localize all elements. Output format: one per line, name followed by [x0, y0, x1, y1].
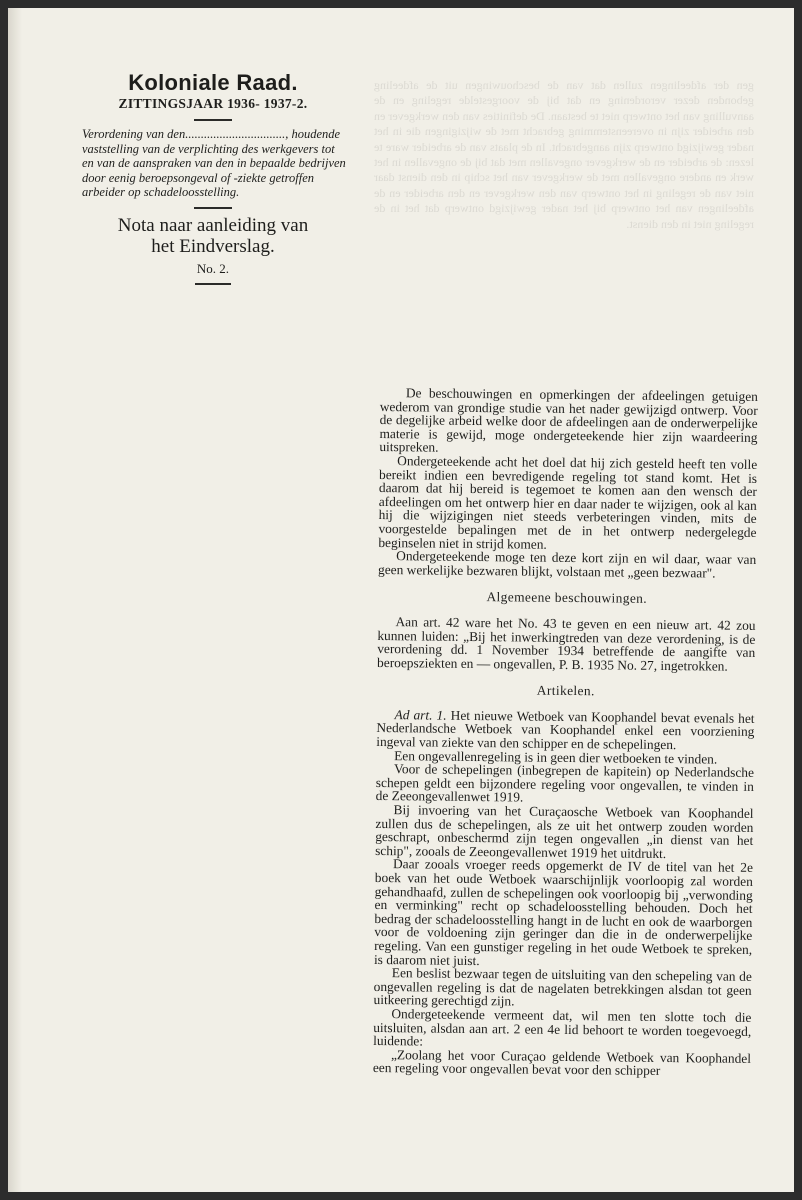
body-text	[373, 386, 758, 1079]
page-fold-shadow	[8, 8, 22, 1192]
council-title: Koloniale Raad.	[128, 70, 298, 95]
paragraph: Een beslist bezwaar tegen de uitsluiting van den schepeling van de ongevallen regeling is dat de nagelaten betrekkingen alsdan tot geen uitkeering gerechtigd zijn.	[373, 965, 752, 1009]
article-reference: Ad art. 1.	[394, 707, 447, 723]
paragraph: Een ongevallenregeling is in geen dier wetboeken te vinden.	[394, 747, 718, 767]
divider	[195, 283, 231, 285]
paragraph: De beschouwingen en opmerkingen der afdeelingen getuigen wederom van grondige studie van het nader gewijzigd ontwerp. Voor de degelijke arbeid welke door de afdeelingen aan de onderwerpelijke materie is gewijd, moge ondergeteekende hier zijn waardeering uitspreken.	[379, 385, 758, 455]
paragraph: Ondergeteekende acht het doel dat hij zich gesteld heeft ten volle bereikt indien een bevredigende regeling tot stand komt. Het is daarom dat hij bereid is tegemoet te komen aan den wensch der afdeelingen om het ontwerp hier en daar nader te wijzigen, ook al kan hij die wijzigingen niet steeds verbeteringen vinden, mits de voorgestelde bepalingen met de in het ontwerp nedergelegde beginselen niet in strijd komen.	[378, 453, 758, 552]
section-heading: Artikelen.	[536, 682, 595, 699]
bleed-through-text: gen der afdeelingen zullen dat van de beschouwingen uit de afdeeling gebonden dezer verordening en dat bij de voorgestelde regeling en de aanvulling van het ontwerp niet te bestaan. De definities van den werkgever en den arbeider zijn in overeenstemming gebracht met de wijzigingen die in het nader gewijzigd ontwerp zijn aangebracht. In de plaats van de arbeider ware te lezen: de arbeider en de werkgever ongevallen met dat bij de ongevallen in het werk en andere ongevallen met de werkgever van het schip in den dienst daar niet van de regeling in het ontwerp van den werkgever en den arbeider en de afdeelingen van het ontwerp bij het nader gewijzigd ontwerp dat het in de regeling niet in den dienst.	[374, 78, 754, 231]
document-number: No. 2.	[196, 260, 230, 276]
nota-title	[80, 215, 346, 257]
title-block	[80, 70, 346, 285]
divider	[194, 119, 232, 121]
paragraph: Voor de schepelingen (inbegrepen de kapitein) op Nederlandsche schepen geldt een bijzondere regeling voor ongevallen, te vinden in de Zeeongevallenwet 1919.	[375, 761, 755, 805]
session-year: ZITTINGSJAAR 1936- 1937-2.	[118, 96, 308, 111]
nota-title-line: Nota naar aanleiding van	[117, 214, 309, 236]
paragraph: Bij invoering van het Curaçaosche Wetboek van Koophandel zullen dus de schepelingen, als ze uit het ontwerp zouden worden geschrapt, onbeschermd zijn tegen ongevallen „in dienst van het schip", zooals de Zeeongevallenwet 1919 het uitdrukt.	[375, 802, 754, 861]
paragraph: Daar zooals vroeger reeds opgemerkt de IV de titel van het 2e boek van het oude Wetboek waarschijnlijk voorloopig zal worden gehandhaafd, zullen de schepelingen ook voorloopig bij „verwonding en verminking" recht op schadeloosstelling behouden. Doch het bedrag der schadeloosstelling hangt in de lucht en ook de waarborgen voor de voldoening zijn geringer dan die in de onderwerpelijke regeling. Van een gunstiger regeling in het oude Wetboek te spreken, is daarom niet juist.	[373, 856, 754, 968]
document-page	[8, 8, 794, 1192]
nota-title-line: het Eindverslag.	[151, 235, 275, 257]
section-heading: Algemeene beschouwingen.	[486, 589, 648, 607]
article-text: Het nieuwe Wetboek van Koophandel bevat evenals het Nederlandsche Wetboek van Koophandel enkel een voorziening ingeval van ziekte van den schipper en de schepelingen.	[376, 707, 755, 753]
paragraph: „Zoolang het voor Curaçao geldende Wetboek van Koophandel een regeling voor ongevallen bevat voor den schipper	[372, 1046, 752, 1079]
paragraph: Ondergeteekende moge ten deze kort zijn en wil daar, waar van geen werkelijke bezwaren blijkt, volstaan met „geen bezwaar".	[378, 548, 757, 581]
paragraph	[376, 708, 754, 753]
paragraph: Aan art. 42 ware het No. 43 te geven en een nieuw art. 42 zou kunnen luiden: „Bij het inwerkingtreden van deze verordening, is de verordening dd. 1 November 1934 betreffende de aangifte van beroepsziekten en — ongevallen, P. B. 1935 No. 27, ingetrokken.	[377, 614, 756, 674]
paragraph: Ondergeteekende vermeent dat, wil men ten slotte toch die uitsluiten, alsdan aan art. 2 een 4e lid behoort te worden toegevoegd, luidende:	[373, 1006, 752, 1049]
divider	[194, 207, 232, 209]
ordinance-description: Verordening van den................................, houdende vaststelling van de verplichting des werkgevers tot en van de aanspraken van den in bepaalde bedrijven door eenig beroepsongeval of -ziekte getroffen arbeider op schadeloosstelling.	[82, 127, 346, 200]
